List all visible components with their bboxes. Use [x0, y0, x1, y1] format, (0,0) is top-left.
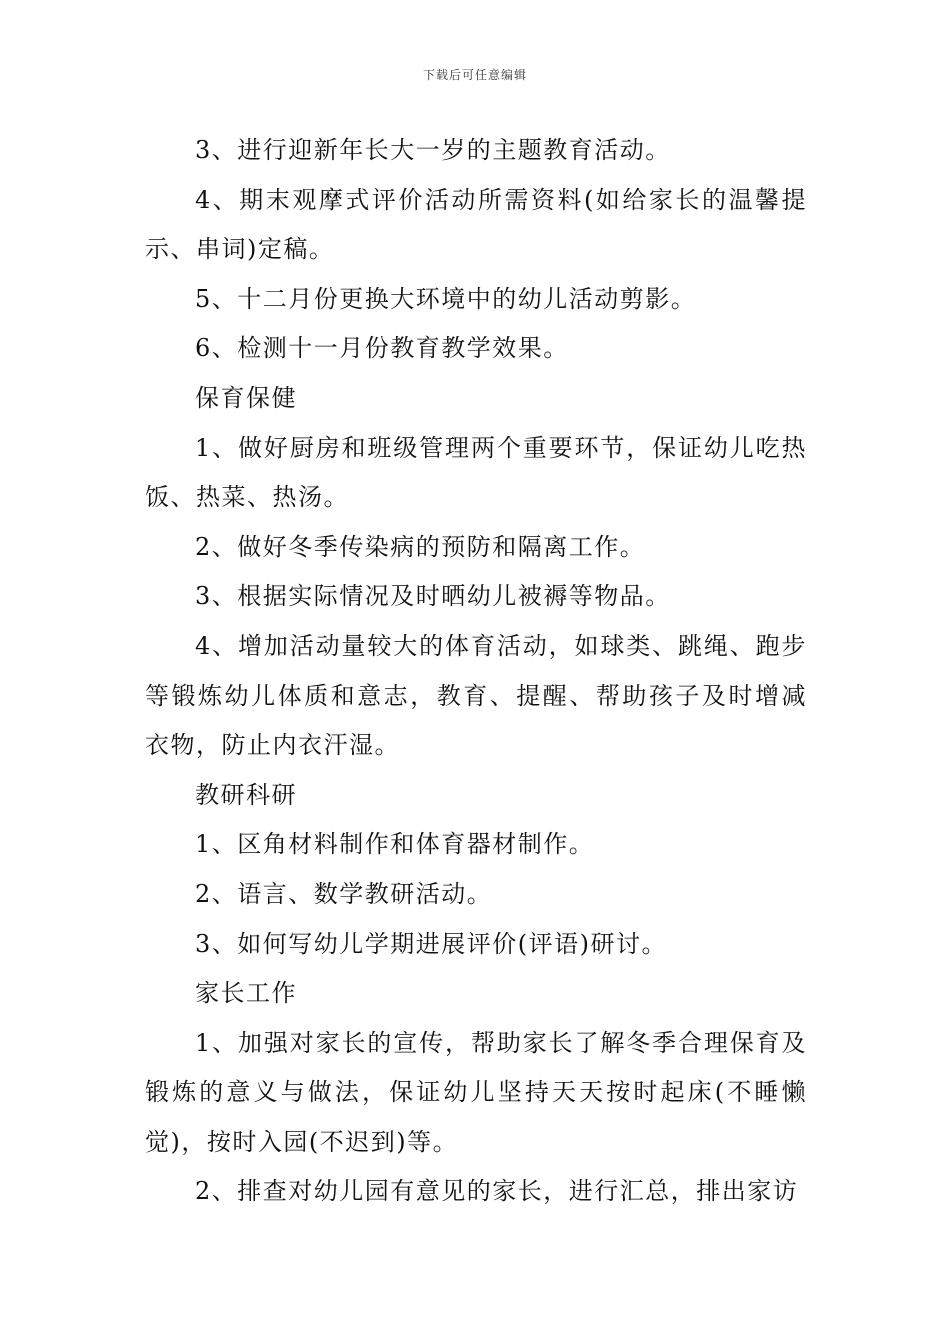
list-item-1-parent-publicity: 1、加强对家长的宣传，帮助家长了解冬季合理保育及锻炼的意义与做法，保证幼儿坚持天天按时起床(不睡懒觉)，按时入园(不迟到)等。 — [145, 1028, 807, 1156]
list-item-4-evaluation-materials: 4、期末观摩式评价活动所需资料(如给家长的温馨提示、串词)定稿。 — [145, 185, 807, 264]
list-item-3-bedding: 3、根据实际情况及时晒幼儿被褥等物品。 — [195, 582, 671, 611]
list-item-5-environment-update: 5、十二月份更换大环境中的幼儿活动剪影。 — [195, 284, 697, 313]
list-item-2-language-math: 2、语言、数学教研活动。 — [195, 879, 493, 908]
document-body — [145, 126, 807, 1217]
list-item-4-physical-activity: 4、增加活动量较大的体育活动，如球类、跳绳、跑步等锻炼幼儿体质和意志，教育、提醒、帮助孩子及时增减衣物，防止内衣汗湿。 — [145, 631, 807, 760]
section-heading-parents: 家长工作 — [195, 979, 297, 1008]
list-item-6-teaching-check: 6、检测十一月份教育教学效果。 — [195, 334, 569, 363]
section-heading-childcare: 保育保健 — [195, 383, 297, 412]
list-item-3-evaluation-seminar: 3、如何写幼儿学期进展评价(评语)研讨。 — [195, 929, 667, 958]
page-header: 下载后可任意编辑 — [422, 68, 527, 82]
list-item-2-parent-survey: 2、排查对幼儿园有意见的家长，进行汇总，排出家访 — [195, 1177, 799, 1206]
list-item-3-theme-activity: 3、进行迎新年长大一岁的主题教育活动。 — [195, 136, 671, 164]
list-item-1-materials: 1、区角材料制作和体育器材制作。 — [195, 830, 595, 859]
list-item-2-disease-prevention: 2、做好冬季传染病的预防和隔离工作。 — [195, 532, 646, 561]
section-heading-research: 教研科研 — [195, 780, 297, 809]
list-item-1-kitchen-management: 1、做好厨房和班级管理两个重要环节，保证幼儿吃热饭、热菜、热汤。 — [145, 433, 807, 512]
